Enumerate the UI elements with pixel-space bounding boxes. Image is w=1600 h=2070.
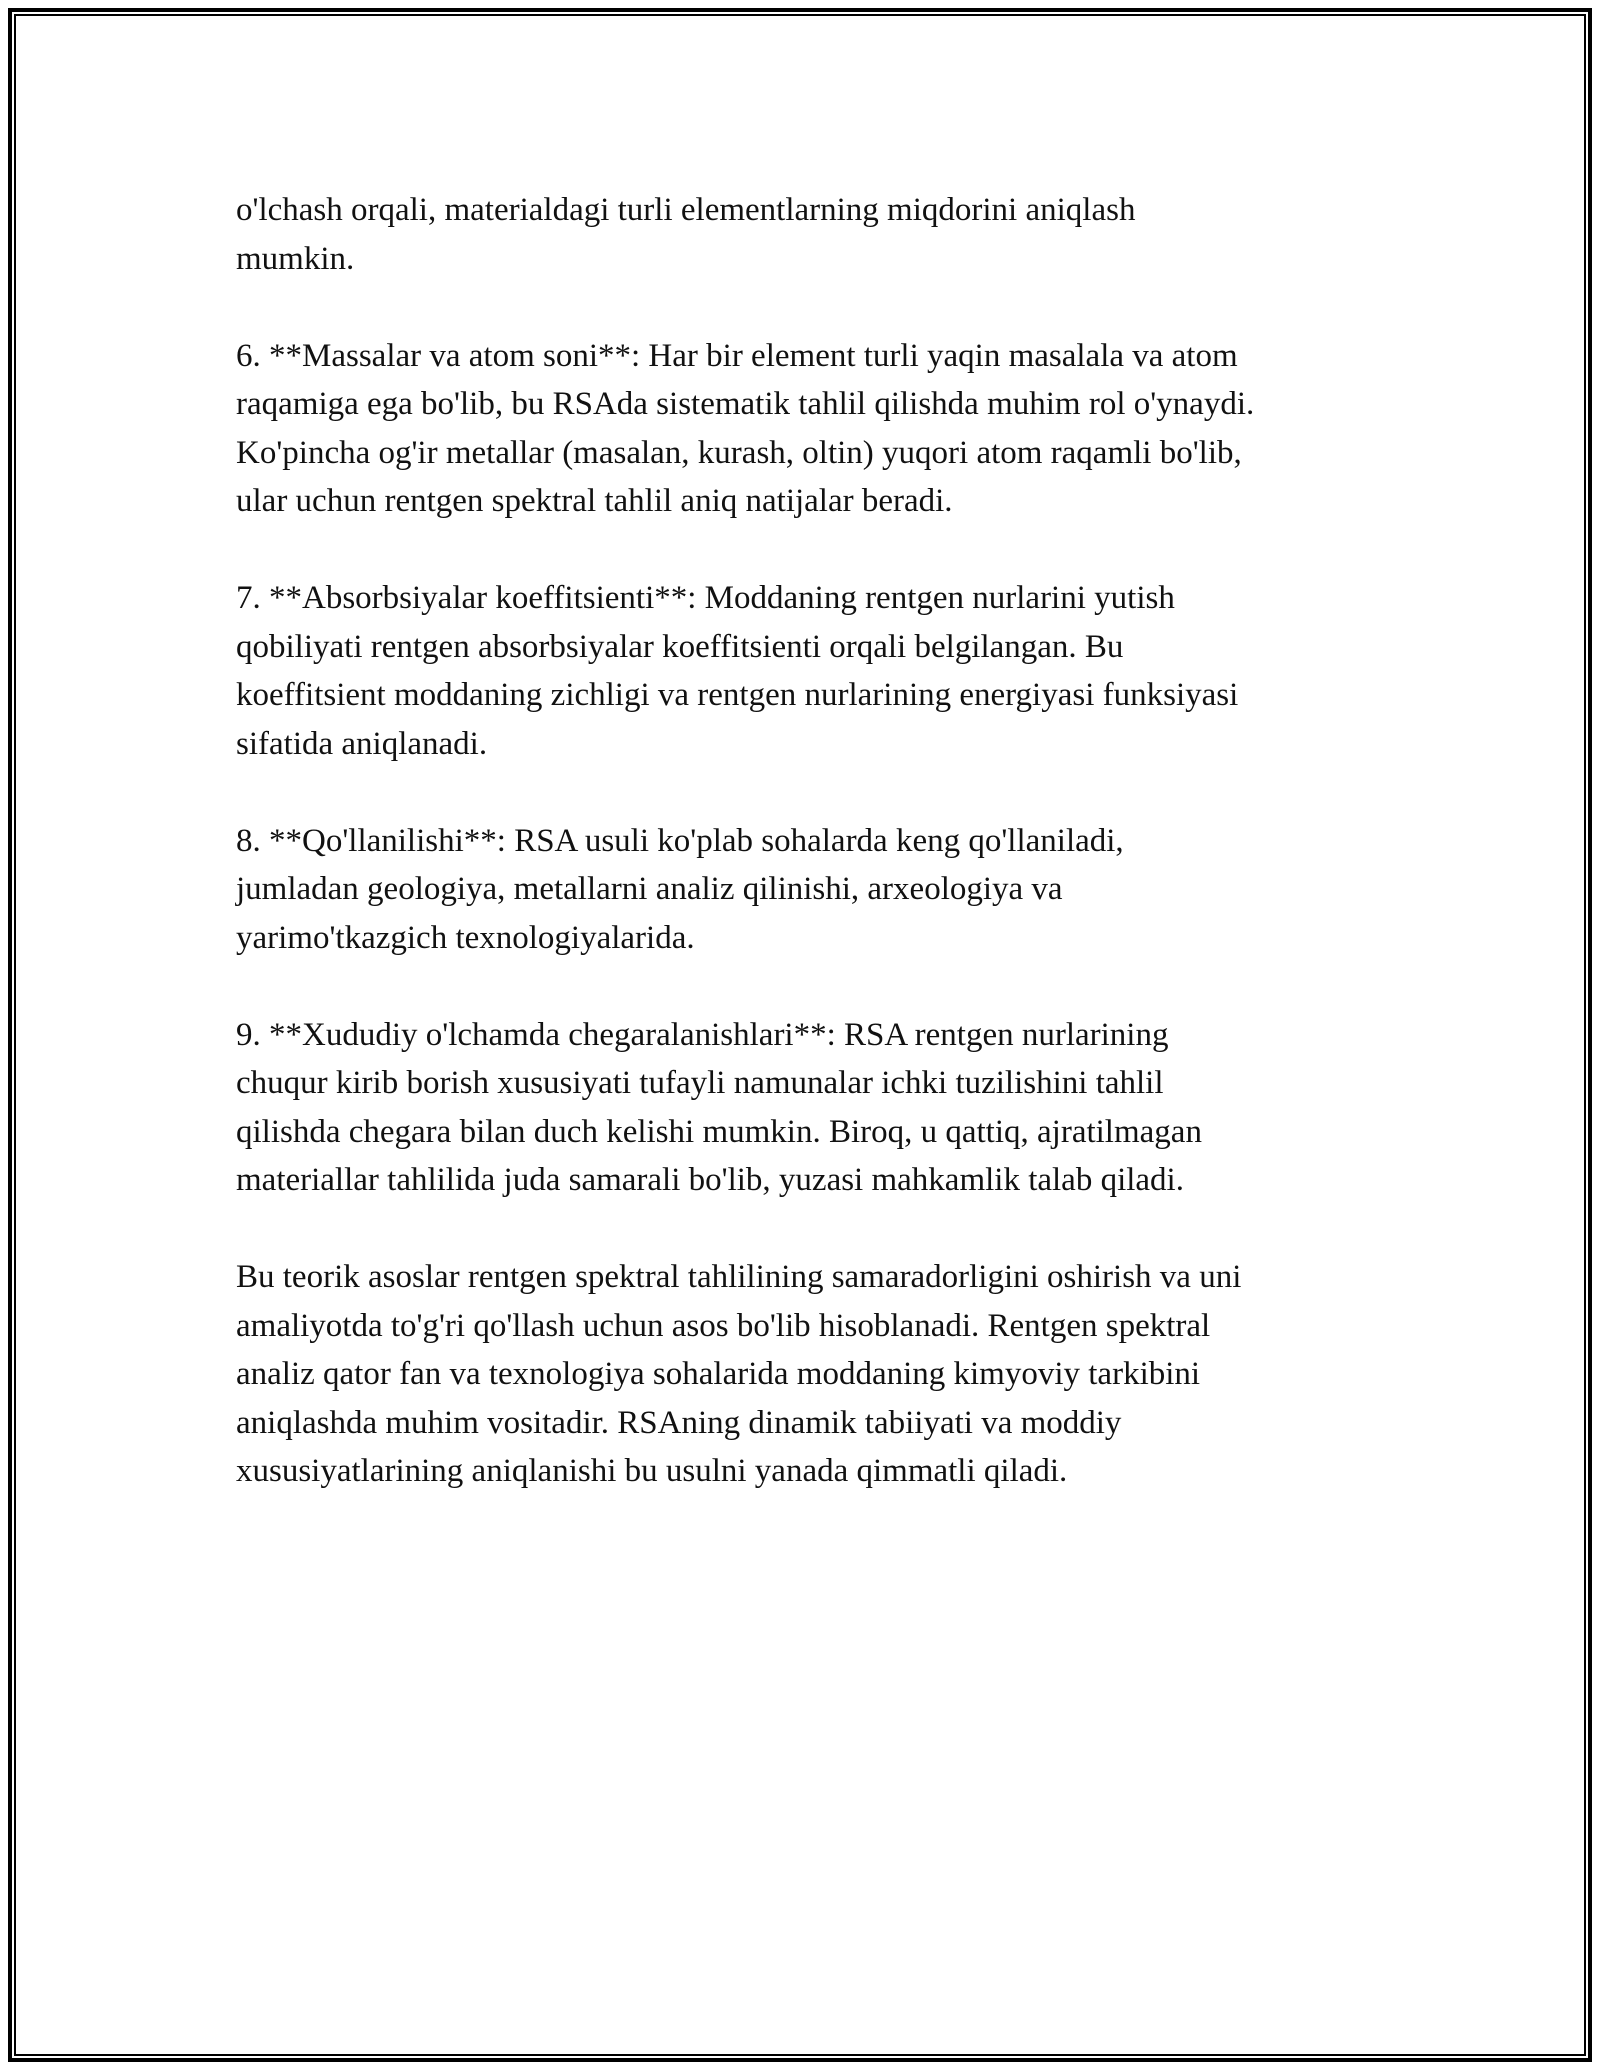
paragraph-item-9: 9. **Xududiy o'lchamda chegaralanishlari**: RSA rentgen nurlarining chuqur kirib borish xususiyati tufayli namunalar ichki tuzilishini tahlil qilishda chegara bilan duch kelishi mumkin. Biroq, u qattiq, ajratilmagan materiallar tahlilida juda samarali bo'lib, yuzasi mahkamlik talab qiladi.: [236, 1016, 1202, 1198]
paragraph-conclusion: Bu teorik asoslar rentgen spektral tahlilining samaradorligini oshirish va uni amaliyotda to'g'ri qo'llash uchun asos bo'lib hisoblanadi. Rentgen spektral analiz qator fan va texnologiya sohalarida moddaning kimyoviy tarkibini aniqlashda muhim vositadir. RSAning dinamik tabiiyati va moddiy xususiyatlarining aniqlanishi bu usulni yanada qimmatli qiladi.: [236, 1259, 1242, 1489]
paragraph-item-6: 6. **Massalar va atom soni**: Har bir element turli yaqin masalala va atom raqamiga ega bo'lib, bu RSAda sistematik tahlil qilishda muhim rol o'ynaydi. Ko'pincha og'ir metallar (masalan, kurash, oltin) yuqori atom raqamli bo'lib, ular uchun rentgen spektral tahlil aniq natijalar beradi.: [236, 337, 1255, 519]
paragraph-continuation: o'lchash orqali, materialdagi turli elementlarning miqdorini aniqlash mumkin.: [236, 192, 1136, 277]
paragraph-item-7: 7. **Absorbsiyalar koeffitsienti**: Moddaning rentgen nurlarini yutish qobiliyati rentgen absorbsiyalar koeffitsienti orqali belgilangan. Bu koeffitsient moddaning zichligi va rentgen nurlarining energiyasi funksiyasi sifatida aniqlanadi.: [236, 580, 1239, 762]
document-body: [236, 186, 1396, 1544]
paragraph-item-8: 8. **Qo'llanilishi**: RSA usuli ko'plab sohalarda keng qo'llaniladi, jumladan geologiya, metallarni analiz qilinishi, arxeologiya va yarimo'tkazgich texnologiyalarida.: [236, 822, 1124, 956]
